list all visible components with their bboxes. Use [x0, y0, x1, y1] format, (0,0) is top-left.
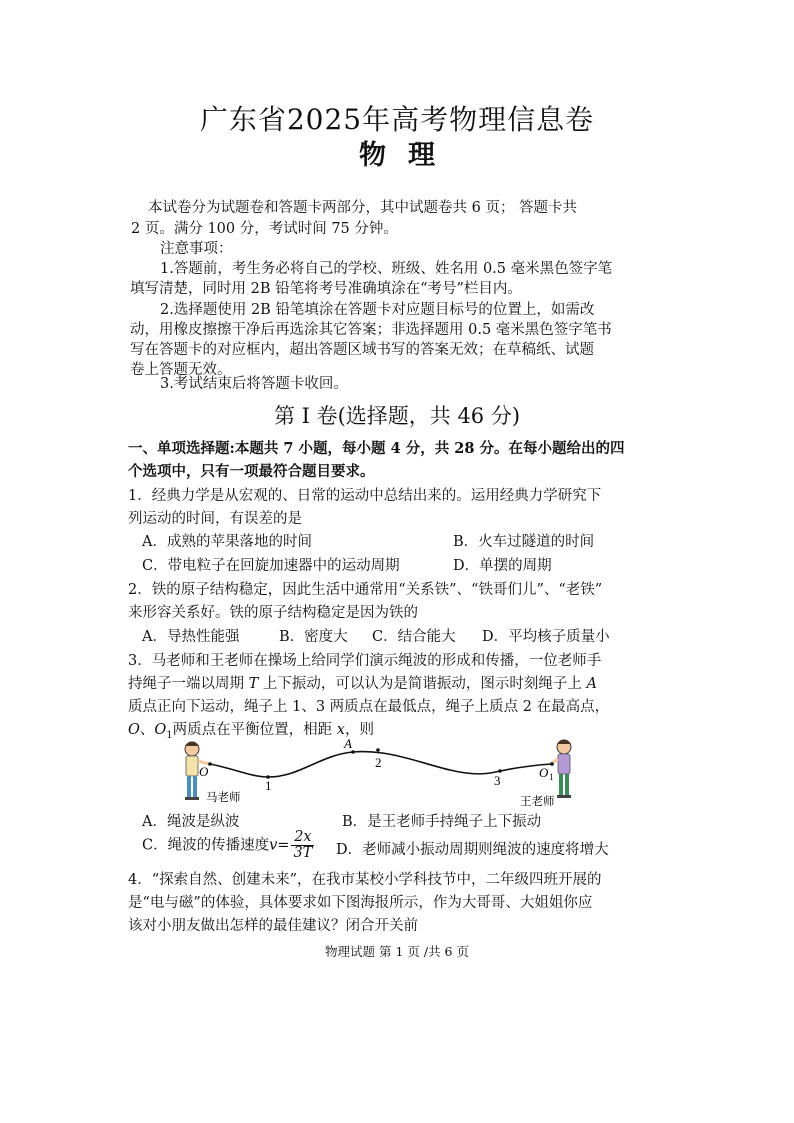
notice-title: 注意事项： [160, 241, 233, 257]
q1-option-c: C．带电粒子在回旋加速器中的运动周期 [142, 558, 400, 574]
q3-stem-c: 质点正向下运动，绳子上 1、3 两质点在最低点，绳子上质点 2 在最高点， [128, 699, 610, 715]
q3-option-c [142, 830, 316, 861]
section-heading-a: 一、单项选择题:本题共 7 小题，每小题 4 分，共 28 分。在每小题给出的四 [128, 440, 625, 457]
q3-symbol-o1-sub: 1 [166, 729, 173, 741]
q3-symbol-t: T [248, 676, 259, 692]
q3-option-c-fraction [291, 830, 314, 861]
q3-stem-b [128, 672, 597, 693]
rope-wave-figure [170, 735, 590, 810]
q3-option-c-numerator: 2x [291, 830, 314, 846]
q2-option-b: B．密度大 [279, 629, 348, 645]
label-o: O [199, 764, 209, 779]
q1-stem-b: 列运动的时间，有误差的是 [128, 511, 302, 527]
q3-option-b: B．是王老师手持绳子上下振动 [342, 814, 542, 830]
q1-option-d: D．单摆的周期 [453, 558, 552, 574]
label-1: 1 [265, 778, 272, 793]
label-a: A [344, 736, 352, 751]
q3-stem-b-text2: 上下振动，可以认为是简谐振动，图示时刻绳子上 [258, 676, 587, 692]
notice-item-2b: 动，用橡皮擦擦干净后再选涂其它答案；非选择题用 0.5 毫米黑色签字笔书 [130, 322, 612, 338]
q2-stem-b: 来形容关系好。铁的原子结构稳定是因为铁的 [128, 605, 418, 621]
q3-symbol-a: A [586, 676, 597, 692]
page-footer: 物理试题 第 1 页 /共 6 页 [325, 944, 469, 959]
q3-option-d: D．老师减小振动周期则绳波的速度将增大 [336, 842, 609, 858]
point-o [208, 762, 212, 766]
q3-symbol-o1: O [154, 722, 167, 738]
q3-option-c-v: v [269, 837, 278, 854]
q2-option-c: C．结合能大 [372, 629, 456, 645]
intro-line-1: 本试卷分为试题卷和答题卡两部分，其中试题卷共 6 页； 答题卡共 [148, 200, 578, 216]
q2-option-a: A．导热性能强 [142, 629, 240, 645]
notice-item-2d: 卷上答题无效。 [130, 362, 232, 378]
notice-item-2c: 写在答题卡的对应框内，超出答题区域书写的答案无效；在草稿纸、试题 [130, 342, 594, 358]
q3-option-c-eq: = [277, 837, 290, 854]
q3-option-a: A．绳波是纵波 [142, 814, 240, 830]
q3-stem-a: 3．马老师和王老师在操场上给同学们演示绳波的形成和传播，一位老师手 [128, 653, 602, 669]
notice-item-3: 3.考试结束后将答题卡收回。 [160, 376, 348, 392]
q3-symbol-x: x [336, 722, 345, 738]
notice-item-2a: 2.选择题使用 2B 铅笔填涂在答题卡对应题目标号的位置上，如需改 [160, 302, 595, 318]
q4-stem-b: 是“电与磁”的体验，具体要求如下图海报所示，作为大哥哥、大姐姐你应 [128, 895, 593, 911]
label-2: 2 [375, 755, 382, 770]
q3-option-c-text: C．绳波的传播速度 [142, 837, 270, 854]
q2-option-d: D．平均核子质量小 [482, 629, 610, 645]
notice-item-1b: 填写清楚，同时用 2B 铅笔将考号准确填涂在“考号”栏目内。 [130, 281, 522, 297]
section-heading-b: 个选项中，只有一项最符合题目要求。 [128, 463, 375, 480]
label-o1: O [539, 765, 549, 780]
q2-stem-a: 2．铁的原子结构稳定，因此生活中通常用“关系铁”、“铁哥们儿”、“老铁” [128, 582, 603, 598]
q3-option-c-denominator: 3T [293, 845, 313, 861]
q3-stem-d-rest: 两质点在平衡位置，相距 [172, 722, 337, 738]
q3-symbol-o: O [128, 722, 140, 738]
label-teacher-left: 马老师 [206, 790, 241, 804]
section-title: 第 I 卷(选择题，共 46 分) [273, 404, 521, 428]
q4-stem-c: 该对小朋友做出怎样的最佳建议？闭合开关前 [128, 918, 418, 934]
q3-stem-b-text1: 持绳子一端以周期 [128, 676, 249, 692]
point-o1 [550, 762, 554, 766]
label-teacher-right: 王老师 [520, 794, 555, 808]
label-3: 3 [494, 773, 501, 788]
notice-item-1a: 1.答题前，考生务必将自己的学校、班级、姓名用 0.5 毫米黑色签字笔 [160, 261, 613, 277]
q1-option-a: A．成熟的苹果落地的时间 [142, 534, 312, 550]
q3-stem-d-sep: 、 [139, 722, 155, 738]
teacher-right-figure [550, 740, 571, 798]
intro-line-2: 2 页。满分 100 分，考试时间 75 分钟。 [131, 221, 398, 237]
q3-stem-d-end: ，则 [344, 722, 374, 738]
exam-title: 广东省2025年高考物理信息卷 [199, 103, 595, 136]
exam-subject: 物理 [359, 140, 457, 171]
label-o1-sub: 1 [549, 772, 554, 782]
q4-stem-a: 4．“探索自然、创建未来”，在我市某校小学科技节中，二年级四班开展的 [128, 872, 602, 888]
q1-option-b: B．火车过隧道的时间 [453, 534, 595, 550]
q1-stem-a: 1．经典力学是从宏观的、日常的运动中总结出来的。运用经典力学研究下 [128, 488, 602, 504]
point-2 [376, 748, 380, 752]
